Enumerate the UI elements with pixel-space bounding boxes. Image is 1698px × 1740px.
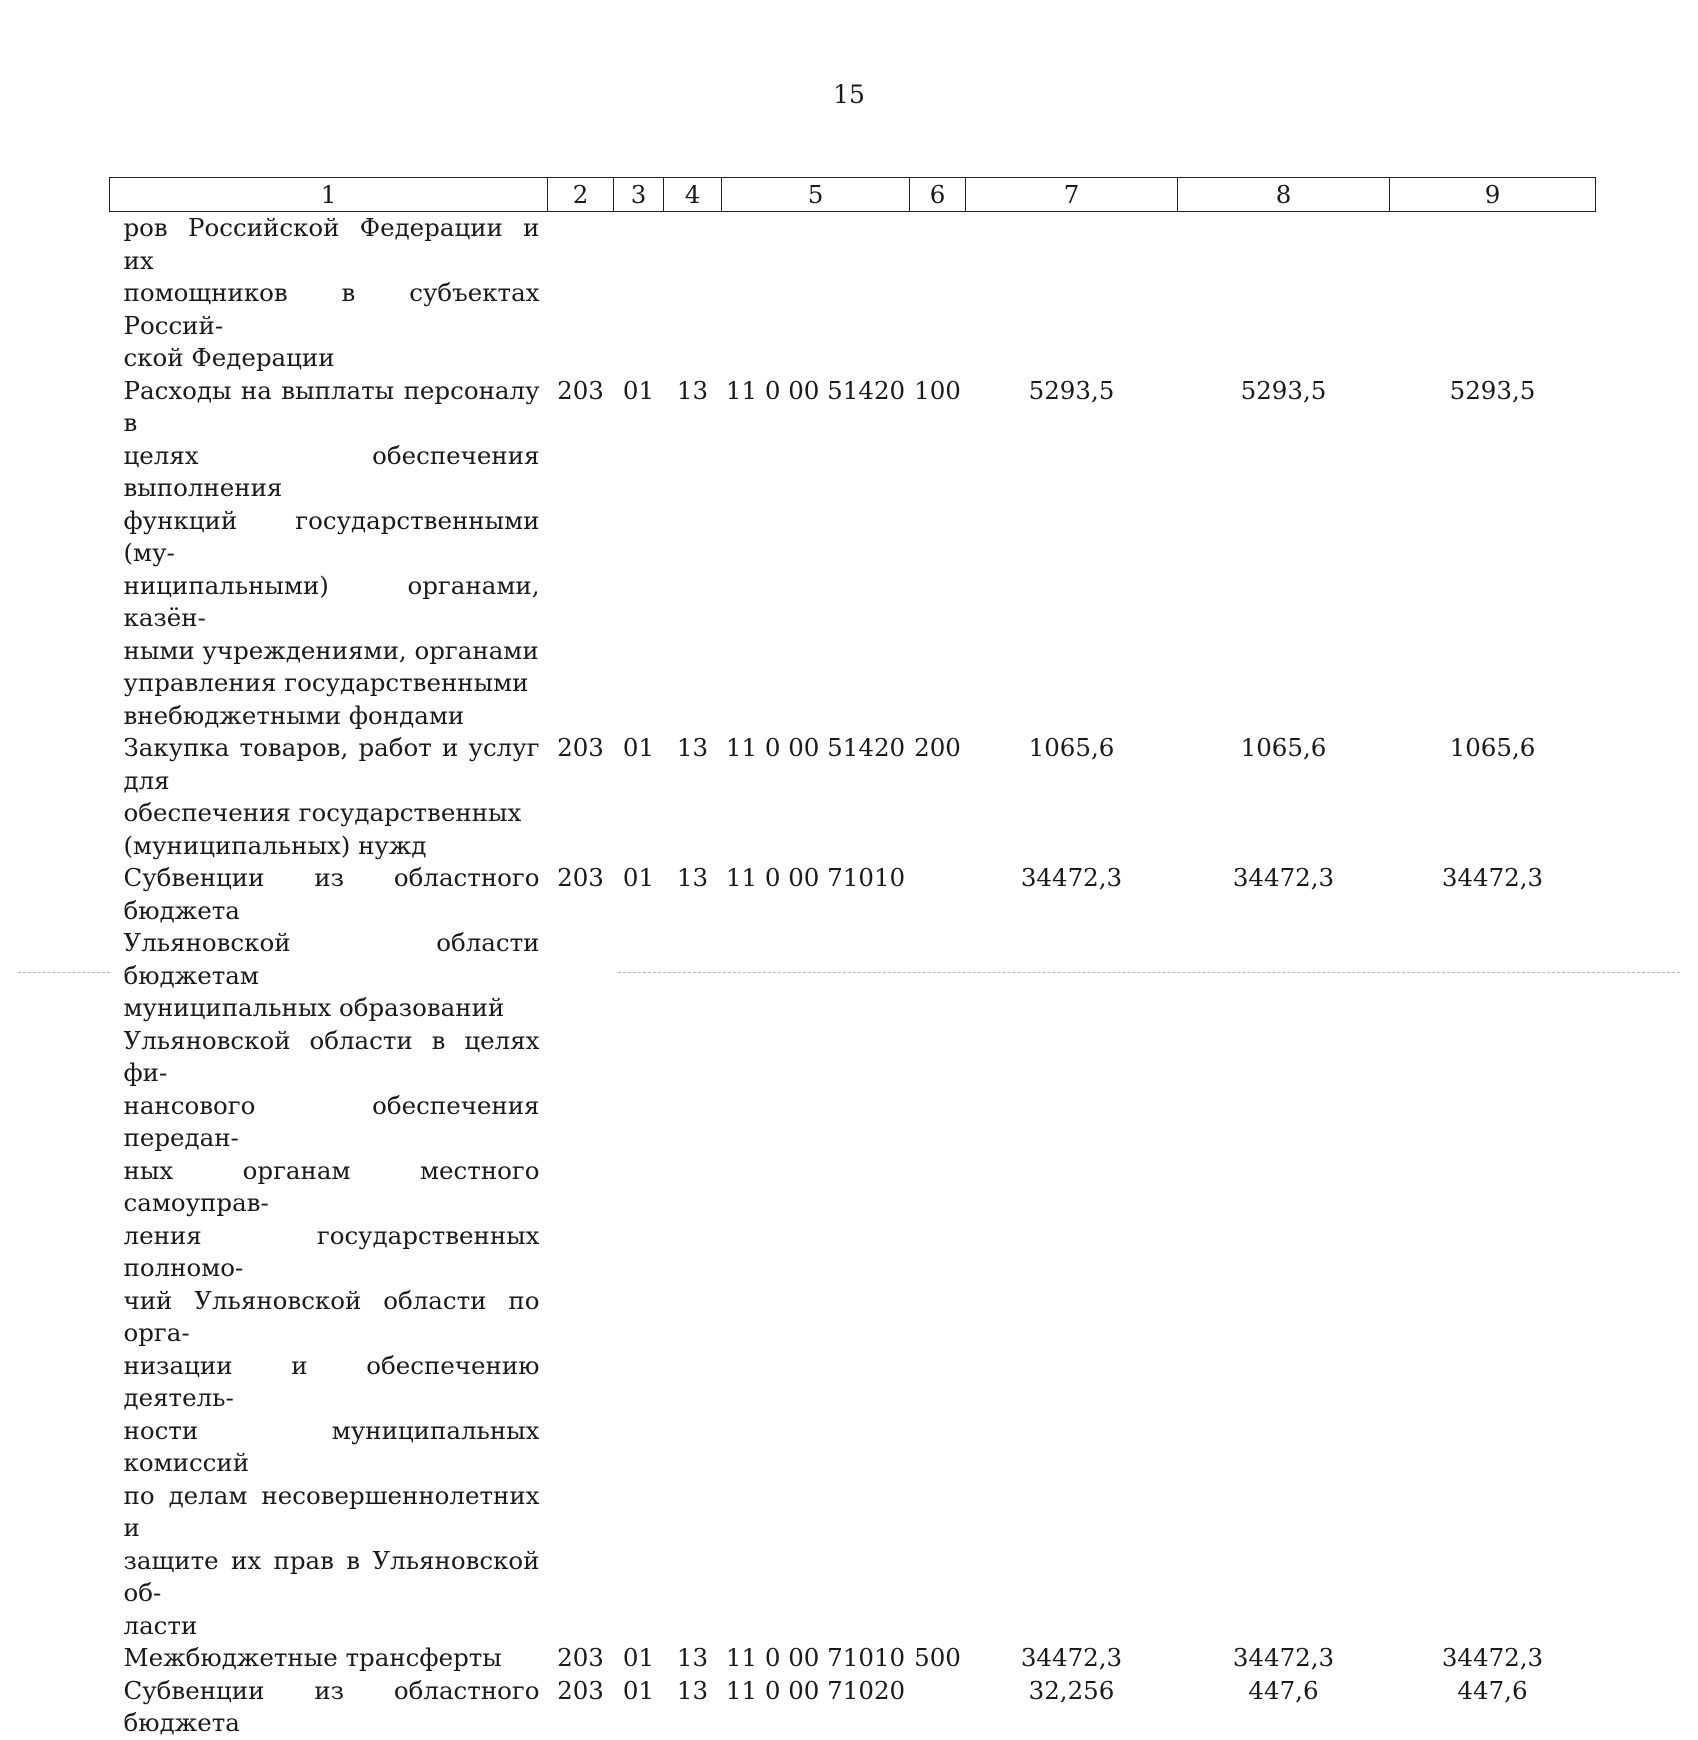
description-line: (муниципальных) нужд: [123, 830, 427, 860]
table-row: [110, 862, 1596, 1642]
description-line: ниципальными) органами, казён-: [123, 570, 540, 632]
chapter-code-cell: 01: [622, 1643, 655, 1672]
description-line: по делам несовершеннолетних и: [123, 1480, 540, 1542]
expense-type-cell: [910, 212, 966, 375]
chapter-code-cell: 01: [622, 733, 655, 762]
description-line: помощников в субъектах Россий-: [123, 278, 540, 340]
description-line: целях обеспечения выполнения: [123, 440, 540, 502]
amount-col7-cell: 34472,3: [1020, 863, 1123, 892]
column-header: 6: [910, 178, 966, 212]
table-row: [110, 1642, 1596, 1675]
amount-col9-cell: [1390, 212, 1596, 375]
amount-col9-cell: 5293,5: [1449, 375, 1536, 405]
description-cell: [110, 1642, 548, 1675]
expense-type-cell: [910, 1675, 966, 1740]
description-cell: [110, 375, 548, 733]
amount-col9-cell: 1065,6: [1449, 733, 1536, 762]
target-article-cell: 11 0 00 71010: [725, 1643, 906, 1672]
amount-col8-cell: 447,6: [1248, 1675, 1319, 1705]
column-header: 8: [1178, 178, 1390, 212]
description-line: обеспечения государственных: [123, 798, 522, 827]
description-line: Ульяновской области бюджетам: [123, 928, 540, 990]
description-line: чий Ульяновской области по орга-: [123, 1285, 540, 1347]
target-article-cell: [722, 212, 910, 375]
table-row: [110, 1675, 1596, 1740]
subsection-code-cell: [664, 212, 722, 375]
description-line: функций государственными (му-: [123, 505, 540, 567]
table-row: [110, 212, 1596, 375]
amount-col8-cell: 34472,3: [1232, 1643, 1335, 1672]
chapter-code-cell: 01: [622, 375, 655, 405]
description-line: ров Российской Федерации и их: [123, 213, 540, 275]
table-row: [110, 375, 1596, 733]
page-fold-line: [618, 972, 1680, 973]
column-header: 2: [548, 178, 614, 212]
subsection-code-cell: 13: [676, 733, 709, 762]
description-line: ных органам местного самоуправ-: [123, 1155, 540, 1217]
description-line: ности муниципальных комиссий: [123, 1415, 540, 1477]
expense-type-cell: 200: [914, 733, 961, 762]
description-cell: [110, 212, 548, 375]
table-body: [110, 212, 1596, 1740]
description-line: ления государственных полномо-: [123, 1220, 540, 1282]
target-article-cell: 11 0 00 51420: [725, 375, 906, 405]
chapter-code-cell: [614, 212, 664, 375]
target-article-cell: 11 0 00 51420: [725, 733, 906, 762]
description-line: защите их прав в Ульяновской об-: [123, 1545, 540, 1607]
expense-type-cell: 100: [914, 375, 961, 405]
table-row: [110, 732, 1596, 862]
amount-col7-cell: 1065,6: [1028, 733, 1115, 762]
expense-type-cell: 500: [914, 1643, 961, 1672]
description-line: внебюджетными фондами: [123, 700, 465, 730]
expense-type-cell: [910, 862, 966, 1642]
amount-col8-cell: 1065,6: [1240, 733, 1327, 762]
column-header: 3: [614, 178, 664, 212]
amount-col7-cell: [966, 212, 1178, 375]
description-line: Субвенции из областного бюджета: [123, 1675, 540, 1737]
description-cell: [110, 732, 548, 862]
chapter-code-cell: 01: [622, 863, 655, 892]
amount-col9-cell: 447,6: [1457, 1675, 1528, 1705]
subsection-code-cell: 13: [676, 1643, 709, 1672]
target-article-cell: 11 0 00 71020: [725, 1675, 906, 1705]
chapter-code-cell: 01: [622, 1675, 655, 1705]
description-line: нансового обеспечения передан-: [123, 1090, 540, 1152]
amount-col9-cell: 34472,3: [1441, 863, 1544, 892]
description-line: низации и обеспечению деятель-: [123, 1350, 540, 1412]
section-code-cell: 203: [557, 1675, 604, 1705]
section-code-cell: [548, 212, 614, 375]
target-article-cell: 11 0 00 71010: [725, 863, 906, 892]
description-line: муниципальных образований: [123, 993, 505, 1022]
description-line: Ульяновской области в целях фи-: [123, 1025, 540, 1087]
column-header: 5: [722, 178, 910, 212]
column-header: 9: [1390, 178, 1596, 212]
budget-table: [109, 177, 1596, 1740]
section-code-cell: 203: [557, 375, 604, 405]
amount-col8-cell: 5293,5: [1240, 375, 1327, 405]
column-header: 7: [966, 178, 1178, 212]
amount-col7-cell: 32,256: [1028, 1675, 1115, 1705]
subsection-code-cell: 13: [676, 375, 709, 405]
description-line: Субвенции из областного бюджета: [123, 863, 540, 925]
description-line: ской Федерации: [123, 343, 335, 372]
amount-col8-cell: [1178, 212, 1390, 375]
page-number: 15: [833, 80, 865, 109]
column-header: 4: [664, 178, 722, 212]
section-code-cell: 203: [557, 1643, 604, 1672]
description-line: ными учреждениями, органами: [123, 635, 539, 665]
description-line: Расходы на выплаты персоналу в: [123, 375, 540, 437]
amount-col7-cell: 5293,5: [1028, 375, 1115, 405]
description-cell: [110, 1675, 548, 1740]
description-cell: [110, 862, 548, 1642]
amount-col8-cell: 34472,3: [1232, 863, 1335, 892]
header-row: [110, 178, 1596, 212]
amount-col9-cell: 34472,3: [1441, 1643, 1544, 1672]
subsection-code-cell: 13: [676, 1675, 709, 1705]
page-fold-line: [18, 972, 110, 973]
description-line: управления государственными: [123, 668, 529, 697]
section-code-cell: 203: [557, 733, 604, 762]
description-line: ласти: [123, 1610, 198, 1640]
section-code-cell: 203: [557, 863, 604, 892]
subsection-code-cell: 13: [676, 863, 709, 892]
description-line: Закупка товаров, работ и услуг для: [123, 733, 540, 795]
description-line: Межбюджетные трансферты: [123, 1643, 502, 1672]
amount-col7-cell: 34472,3: [1020, 1643, 1123, 1672]
column-header: 1: [110, 178, 548, 212]
